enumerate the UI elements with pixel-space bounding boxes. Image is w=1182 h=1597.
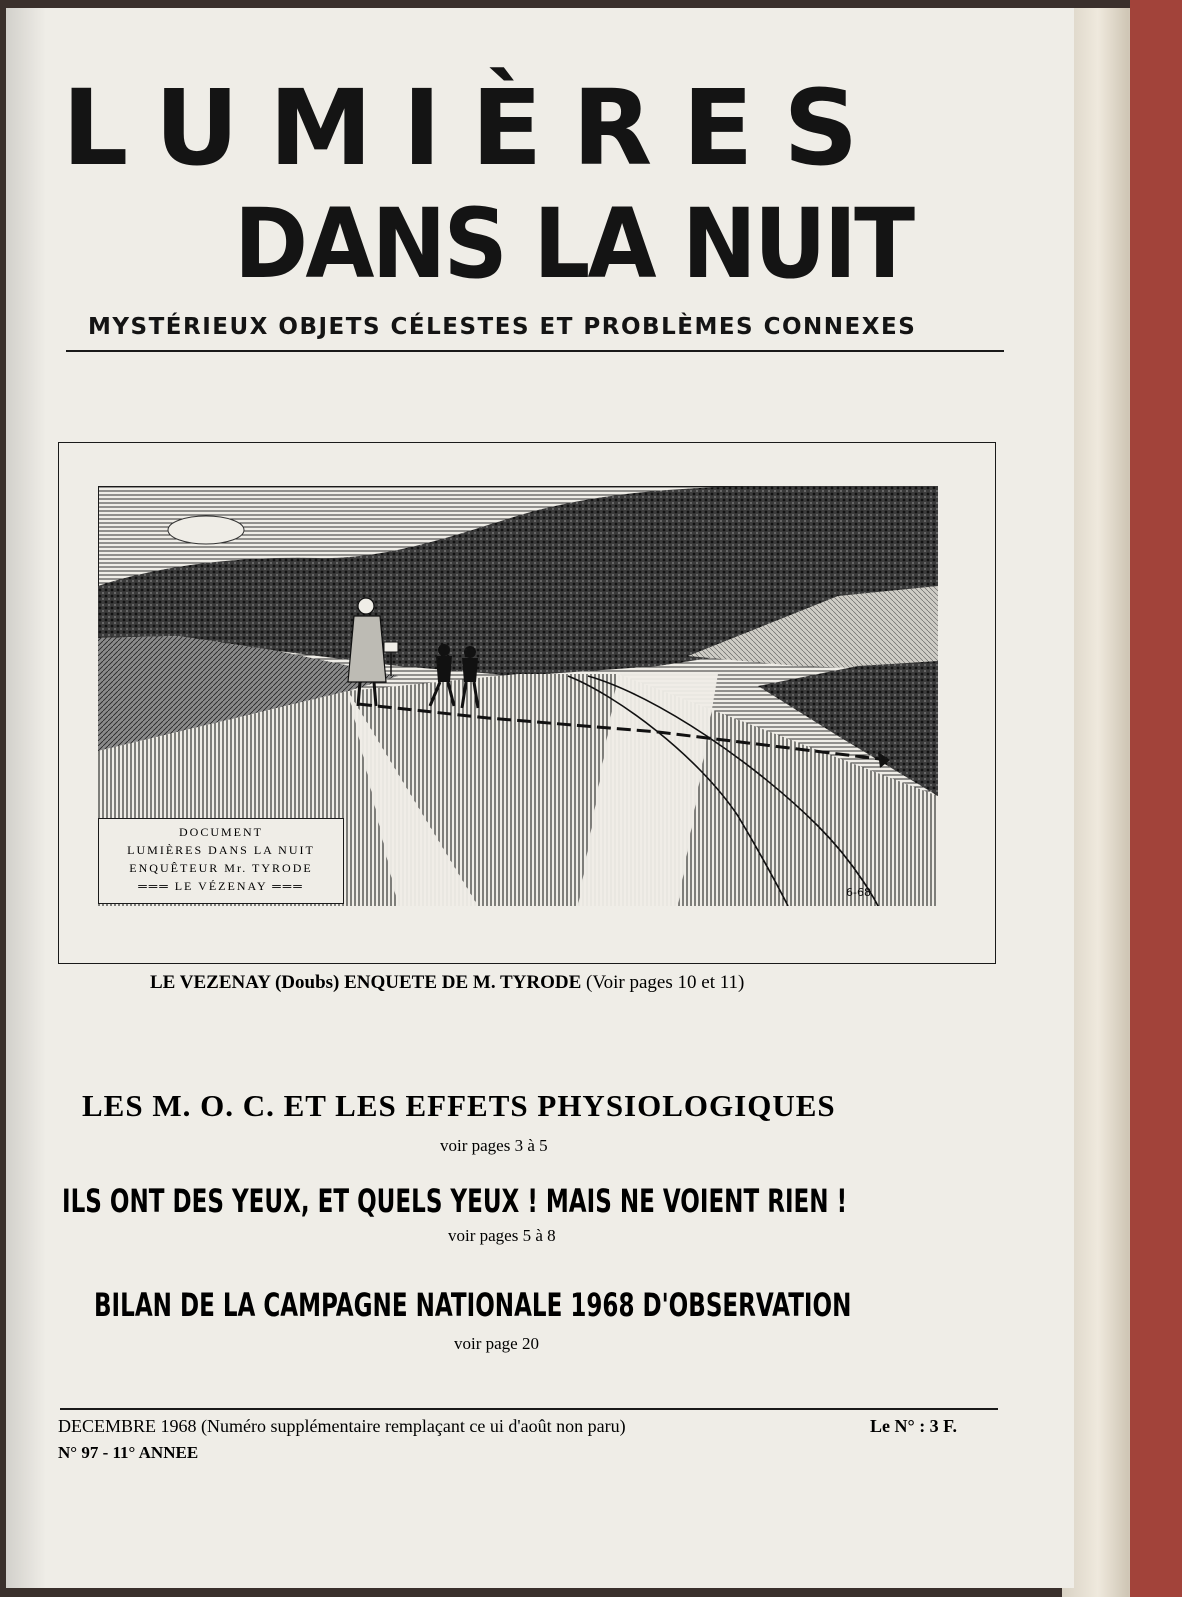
headline-page-ref: voir pages 5 à 8 [448,1226,556,1245]
masthead-title-line1: LUMIÈRES [62,67,889,189]
headline-eyes-see-nothing: ILS ONT DES YEUX, ET QUELS YEUX ! MAIS NE VOIENT RIEN ! [62,1182,848,1220]
document-credit-box [98,818,344,904]
credit-line-document: DOCUMENT [179,825,263,839]
headline-page-ref: voir page 20 [454,1334,539,1353]
top-divider [66,350,1004,352]
illustration-caption [150,972,744,994]
caption-page-ref: (Voir pages 10 et 11) [586,972,745,993]
masthead-title-line2: DANS LA NUIT [234,188,913,300]
issue-price: Le N° : 3 F. [870,1416,958,1436]
artist-signature: 6-68 [846,886,871,899]
book-cover-spine [1130,0,1182,1597]
issue-date-line: DECEMBRE 1968 (Numéro supplémentaire remplaçant ce ui d'août non paru) [58,1416,626,1436]
credit-line-location: ═══ LE VÉZENAY ═══ [138,879,304,893]
headline-physiological-effects: LES M. O. C. ET LES EFFETS PHYSIOLOGIQUES [82,1088,836,1123]
headline-observation-campaign: BILAN DE LA CAMPAGNE NATIONALE 1968 D'OBSERVATION [94,1286,852,1324]
credit-line-investigator: ENQUÊTEUR Mr. TYRODE [129,861,313,875]
footer-divider [60,1408,998,1410]
masthead-subtitle: MYSTÉRIEUX OBJETS CÉLESTES ET PROBLÈMES CONNEXES [88,314,917,340]
headline-page-ref: voir pages 3 à 5 [440,1136,548,1155]
binding-shadow [6,8,46,1588]
cloud [168,516,244,544]
caption-title: LE VEZENAY (Doubs) ENQUETE DE M. TYRODE [150,972,582,993]
issue-number-line: N° 97 - 11° ANNEE [58,1443,199,1462]
credit-line-publication: LUMIÈRES DANS LA NUIT [127,843,315,857]
